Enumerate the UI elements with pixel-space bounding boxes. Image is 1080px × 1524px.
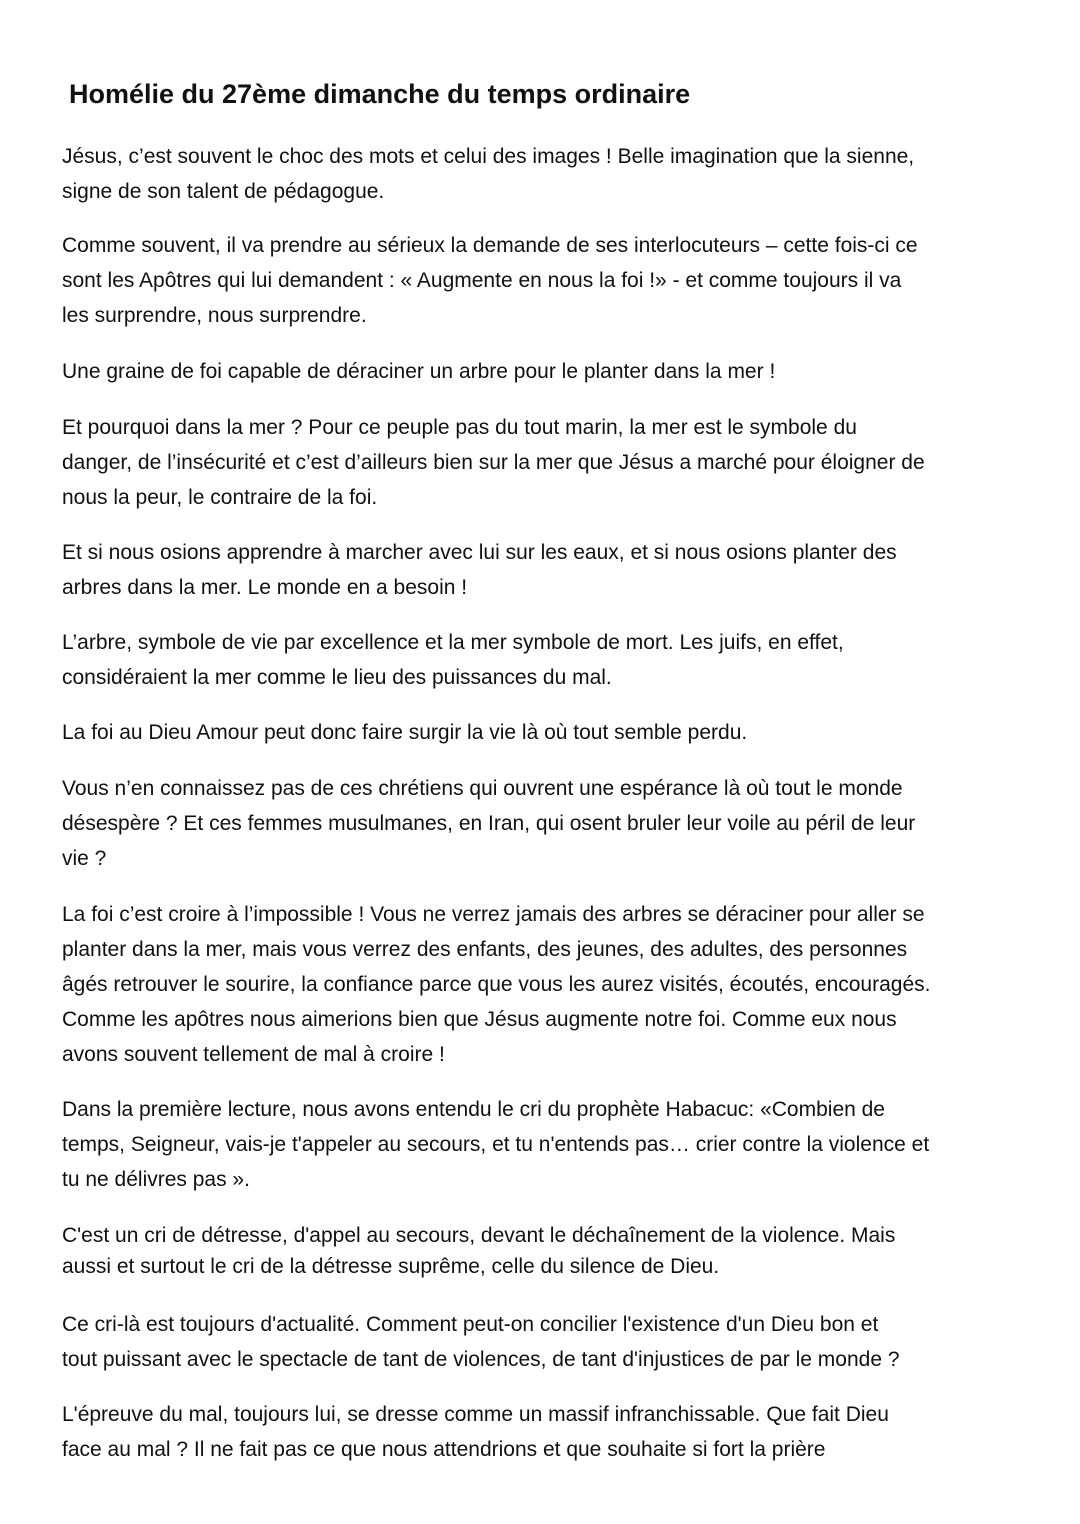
paragraph-line: planter dans la mer, mais vous verrez des enfants, des jeunes, des adultes, des personnes [62,938,908,961]
paragraph-line: La foi c’est croire à l’impossible ! Vous ne verrez jamais des arbres se déraciner pour aller se [62,903,925,926]
paragraph-12 [62,1307,1022,1377]
paragraph-line: aussi et surtout le cri de la détresse suprême, celle du silence de Dieu. [62,1255,720,1278]
paragraph-line: âgés retrouver le sourire, la confiance parce que vous les aurez visités, écoutés, encouragés. [62,973,931,996]
page-title: Homélie du 27ème dimanche du temps ordinaire [69,79,691,109]
paragraph-line: Dans la première lecture, nous avons entendu le cri du prophète Habacuc: «Combien de [62,1098,885,1121]
paragraph-line: Une graine de foi capable de déraciner un arbre pour le planter dans la mer ! [62,360,776,383]
paragraph-line: arbres dans la mer. Le monde en a besoin ! [62,576,468,599]
paragraph-7 [62,715,1022,750]
paragraph-line: tu ne délivres pas ». [62,1168,250,1191]
paragraph-line: sont les Apôtres qui lui demandent : « Augmente en nous la foi !» - et comme toujours il va [62,269,902,292]
paragraph-8 [62,771,1022,876]
paragraph-line: considéraient la mer comme le lieu des puissances du mal. [62,666,612,689]
paragraph-line: Comme souvent, il va prendre au sérieux la demande de ses interlocuteurs – cette fois-ci ce [62,234,918,257]
paragraph-4 [62,410,1022,515]
paragraph-13 [62,1397,1022,1467]
paragraph-line: Ce cri-là est toujours d'actualité. Comment peut-on concilier l'existence d'un Dieu bon et [62,1313,879,1336]
paragraph-line: L'épreuve du mal, toujours lui, se dresse comme un massif infranchissable. Que fait Dieu [62,1403,889,1426]
paragraph-11 [62,1219,1022,1284]
paragraph-line: face au mal ? Il ne fait pas ce que nous attendrions et que souhaite si fort la prière [62,1438,826,1461]
paragraph-line: danger, de l’insécurité et c’est d’ailleurs bien sur la mer que Jésus a marché pour éloigner de [62,451,925,474]
paragraph-5 [62,535,1022,605]
paragraph-line: Vous n’en connaissez pas de ces chrétiens qui ouvrent une espérance là où tout le monde [62,777,903,800]
paragraph-line: temps, Seigneur, vais-je t'appeler au secours, et tu n'entends pas… crier contre la violence et [62,1133,930,1156]
paragraph-line: nous la peur, le contraire de la foi. [62,486,378,509]
paragraph-3 [62,354,1022,389]
paragraph-10 [62,1092,1022,1197]
paragraph-line: avons souvent tellement de mal à croire ! [62,1043,445,1066]
paragraph-line: signe de son talent de pédagogue. [62,180,385,203]
paragraph-line: Et si nous osions apprendre à marcher avec lui sur les eaux, et si nous osions planter des [62,541,897,564]
paragraph-line: La foi au Dieu Amour peut donc faire surgir la vie là où tout semble perdu. [62,721,748,744]
paragraph-1 [62,139,1022,209]
paragraph-9 [62,897,1022,1072]
paragraph-line: Et pourquoi dans la mer ? Pour ce peuple pas du tout marin, la mer est le symbole du [62,416,857,439]
paragraph-line: Comme les apôtres nous aimerions bien que Jésus augmente notre foi. Comme eux nous [62,1008,897,1031]
paragraph-line: Jésus, c’est souvent le choc des mots et celui des images ! Belle imagination que la sienne, [62,145,915,168]
paragraph-line: C'est un cri de détresse, d'appel au secours, devant le déchaînement de la violence. Mais [62,1224,896,1247]
paragraph-line: les surprendre, nous surprendre. [62,304,367,327]
paragraph-line: tout puissant avec le spectacle de tant de violences, de tant d'injustices de par le monde ? [62,1348,900,1371]
paragraph-line: L’arbre, symbole de vie par excellence et la mer symbole de mort. Les juifs, en effet, [62,631,844,654]
paragraph-line: vie ? [62,847,107,870]
paragraph-2 [62,228,1022,333]
paragraph-6 [62,625,1022,695]
paragraph-line: désespère ? Et ces femmes musulmanes, en Iran, qui osent bruler leur voile au péril de leur [62,812,916,835]
